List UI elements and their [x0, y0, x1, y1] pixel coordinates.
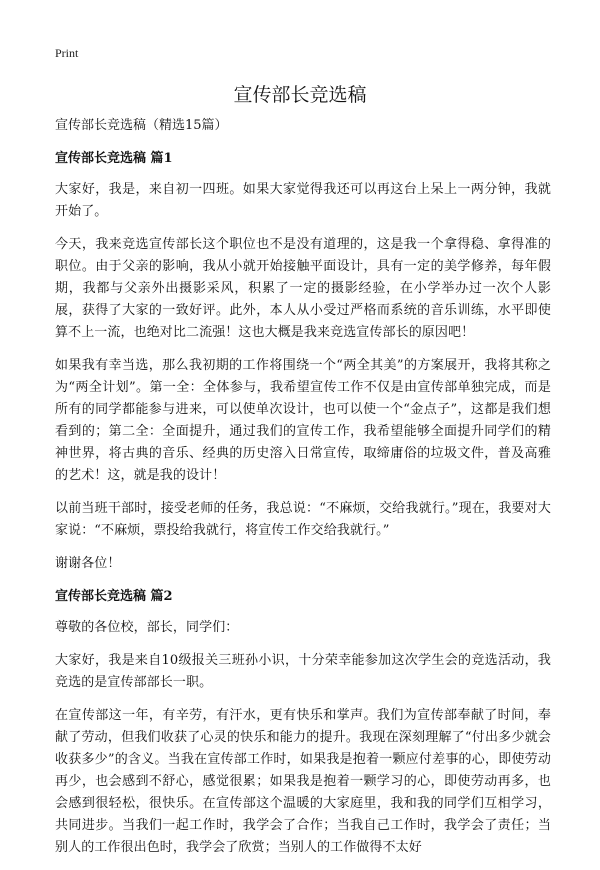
paragraph: 如果我有幸当选，那么我初期的工作将围绕一个“两全其美”的方案展开，我将其称之为“两全计划”。第一全：全体参与，我希望宣传工作不仅是由宣传部单独完成，而是所有的同学都能参与进来，可以使单次设计，也可以使一个“金点子”，这都是我们想看到的；第二全：全面提升，通过我们的宣传工作，我希望能够全面提升同学们的精神世界，将古典的音乐、经典的历史溶入日常宣传，取缔庸俗的垃圾文件，普及高雅的艺术！这，就是我的设计！ [55, 358, 551, 483]
paragraph: 谢谢各位！ [55, 556, 121, 571]
paragraph: 尊敬的各位校，部长，同学们： [55, 620, 239, 635]
document-title: 宣传部长竞选稿 [233, 84, 367, 106]
section-heading-1: 宣传部长竞选稿 篇1 [55, 151, 173, 166]
section-heading-2: 宣传部长竞选稿 篇2 [55, 589, 173, 604]
paragraph: 今天，我来竞选宣传部长这个职位也不是没有道理的，这是我一个拿得稳、拿得准的职位。由于父亲的影响，我从小就开始接触平面设计，具有一定的美学修养，每年假期，我都与父亲外出摄影采风，积累了一定的摄影经验，在小学举办过一次个人影展，获得了大家的一致好评。此外，本人从小受过严格而系统的音乐训练，水平即使算不上一流，也绝对比二流强！这也大概是我来竞选宣传部长的原因吧！ [55, 237, 551, 340]
paragraph: 大家好，我是，来自初一四班。如果大家觉得我还可以再这台上呆上一两分钟，我就开始了。 [55, 182, 551, 219]
paragraph: 在宣传部这一年，有辛劳，有汗水，更有快乐和掌声。我们为宣传部奉献了时间，奉献了劳动，但我们收获了心灵的快乐和能力的提升。我现在深刻理解了“付出多少就会收获多少”的含义。当我在宣传部工作时，如果我是抱着一颗应付差事的心，即使劳动再少，也会感到不舒心，感觉很累；如果我是抱着一颗学习的心，即使劳动再多，也会感到很轻松，很快乐。在宣传部这个温暖的大家庭里，我和我的同学们互相学习，共同进步。当我们一起工作时，我学会了合作；当我自己工作时，我学会了责任；当别人的工作很出色时，我学会了欣赏；当别人的工作做得不太好 [55, 708, 551, 855]
paragraph: 大家好，我是来自10级报关三班孙小识，十分荣幸能参加这次学生会的竞选活动，我竞选的是宣传部部长一职。 [55, 653, 551, 690]
print-link[interactable]: Print [55, 46, 79, 60]
document-body [55, 115, 551, 870]
document-subtitle: 宣传部长竞选稿（精选15篇） [55, 118, 228, 133]
paragraph: 以前当班干部时，接受老师的任务，我总说：“不麻烦，交给我就行。”现在，我要对大家说：“不麻烦，票投给我就行，将宣传工作交给我就行。” [55, 501, 551, 538]
